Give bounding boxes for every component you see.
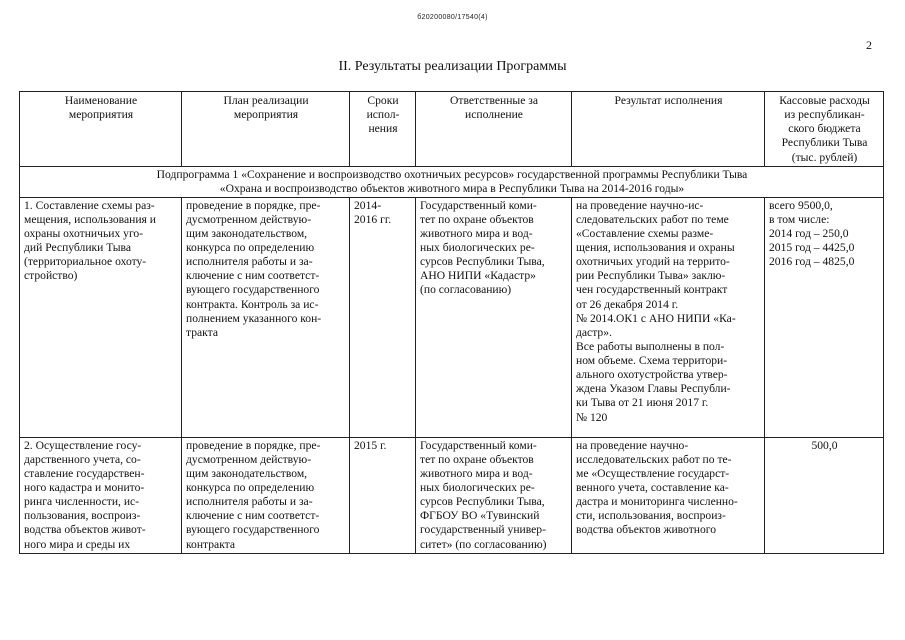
results-table [19,91,884,554]
cell-line: ринга численности, ис- [24,495,140,509]
table-row [20,197,884,437]
col-header-activity: Наименование мероприятия [20,92,182,167]
cell-plan [182,197,350,437]
cell-line: государственный универ- [420,523,546,537]
cell-line: исполнителя работы и за- [186,255,313,269]
cell-line: ставление государствен- [24,466,145,480]
cell-line: ключение с ним соответст- [186,509,320,523]
cell-line: ки Тыва от 21 июня 2017 г. [576,396,709,410]
cell-line: 2014 год – 250,0 [769,226,849,240]
cell-line: ситет» (по согласованию) [420,537,547,551]
cell-line: Все работы выполнены в пол- [576,339,725,353]
cell-plan [182,437,350,553]
cell-line: проведение в порядке, пре- [186,438,321,452]
cell-line: тракта [186,325,218,339]
subprogram-title [20,166,884,197]
cell-line: ных биологических ре- [420,480,535,494]
section-title: II. Результаты реализации Программы [338,59,567,74]
cell-line: № 2014.ОК1 с АНО НИПИ «Ка- [576,311,736,325]
cell-line: на проведение научно- [576,438,689,452]
cell-line: ме «Осуществление государст- [576,466,730,480]
cell-line: конкурса по определению [186,480,315,494]
cell-line: исполнителя работы и за- [186,495,313,509]
cell-line: 2016 год – 4825,0 [769,255,855,269]
cell-line: щим законодательством, [186,466,308,480]
cell-line: в том числе: [769,212,830,226]
cell-responsible [416,437,572,553]
cell-line: Государственный коми- [420,198,537,212]
cell-line: водства объектов живот- [24,523,146,537]
cell-line: ного мира и среды их [24,537,131,551]
cell-line: ного кадастра и монито- [24,480,145,494]
cell-line: всего 9500,0, [769,198,833,212]
col-header-expenses: Кассовые расходы из республикан- ского бюджета Республики Тыва (тыс. рублей) [765,92,884,167]
cell-line: рии Республики Тыва» заклю- [576,269,726,283]
cell-line: сурсов Республики Тыва, [420,495,545,509]
cell-line: животного мира и вод- [420,226,533,240]
cell-line: венного учета, составление ка- [576,480,729,494]
document-code: б20200080/17540(4) [417,14,488,21]
cell-line: сурсов Республики Тыва, [420,255,545,269]
cell-line: дарственного учета, со- [24,452,141,466]
table-header-row [20,92,884,167]
cell-line: охотничьих угодий на террито- [576,255,730,269]
cell-line: ключение с ним соответст- [186,269,320,283]
cell-line: 2. Осуществление госу- [24,438,142,452]
cell-line: на проведение научно-ис- [576,198,704,212]
cell-line: 2014- [354,198,382,212]
cell-expenses [765,197,884,437]
cell-result [572,437,765,553]
cell-line: ных биологических ре- [420,240,535,254]
cell-line: вующего государственного [186,523,320,537]
subprogram-row [20,166,884,197]
cell-line: водства объектов животного [576,523,717,537]
cell-line: щения, использования и охраны [576,240,735,254]
table-row [20,437,884,553]
cell-line: АНО НИПИ «Кадастр» [420,269,536,283]
col-header-term: Сроки испол- нения [350,92,416,167]
subprogram-line: «Охрана и воспроизводство объектов животного мира в Республики Тыва на 2014-2016 годы» [219,181,685,195]
cell-line: от 26 декабря 2014 г. [576,297,679,311]
cell-line: 1. Составление схемы раз- [24,198,155,212]
cell-line: 2015 г. [354,438,387,452]
cell-line: «Составление схемы разме- [576,226,714,240]
cell-line: следовательских работ по теме [576,212,729,226]
col-header-responsible: Ответственные за исполнение [416,92,572,167]
cell-line: контракта. Контроль за ис- [186,297,319,311]
cell-term [350,437,416,553]
cell-line: тет по охране объектов [420,452,534,466]
cell-line: 500,0 [811,438,838,452]
cell-line: (по согласованию) [420,283,512,297]
cell-line: контракта [186,537,236,551]
cell-line: животного мира и вод- [420,466,533,480]
cell-line: чен государственный контракт [576,283,728,297]
cell-line: (территориальное охоту- [24,255,147,269]
cell-result [572,197,765,437]
cell-line: дастра и мониторинга численно- [576,495,738,509]
cell-line: ального охотустройства утвер- [576,368,728,382]
cell-line: конкурса по определению [186,240,315,254]
page-number: 2 [866,38,872,52]
cell-activity [20,437,182,553]
cell-line: пользования, воспроиз- [24,509,141,523]
col-header-plan: План реализации мероприятия [182,92,350,167]
cell-line: дусмотренном действую- [186,452,312,466]
cell-line: ФГБОУ ВО «Тувинский [420,509,540,523]
cell-line: 2015 год – 4425,0 [769,240,855,254]
cell-term [350,197,416,437]
cell-line: сти, использования, воспроиз- [576,509,726,523]
cell-line: проведение в порядке, пре- [186,198,321,212]
cell-line: дий Республики Тыва [24,240,132,254]
cell-line: ждена Указом Главы Республи- [576,382,731,396]
cell-line: тет по охране объектов [420,212,534,226]
cell-responsible [416,197,572,437]
cell-line: ном объеме. Схема территори- [576,354,728,368]
cell-line: щим законодательством, [186,226,308,240]
col-header-result: Результат исполнения [572,92,765,167]
cell-line: охраны охотничьих уго- [24,226,144,240]
subprogram-line: Подпрограмма 1 «Сохранение и воспроизводство охотничьих ресурсов» государственной программы Республики Тыва [156,167,748,181]
cell-line: вующего государственного [186,283,320,297]
cell-line: полнением указанного кон- [186,311,322,325]
cell-expenses [765,437,884,553]
cell-activity [20,197,182,437]
cell-line: мещения, использования и [24,212,156,226]
cell-line: Государственный коми- [420,438,537,452]
cell-line: № 120 [576,410,608,424]
cell-line: исследовательских работ по те- [576,452,732,466]
cell-line: 2016 гг. [354,212,392,226]
cell-line: стройство) [24,269,78,283]
cell-line: дусмотренном действую- [186,212,312,226]
cell-line: дастр». [576,325,612,339]
